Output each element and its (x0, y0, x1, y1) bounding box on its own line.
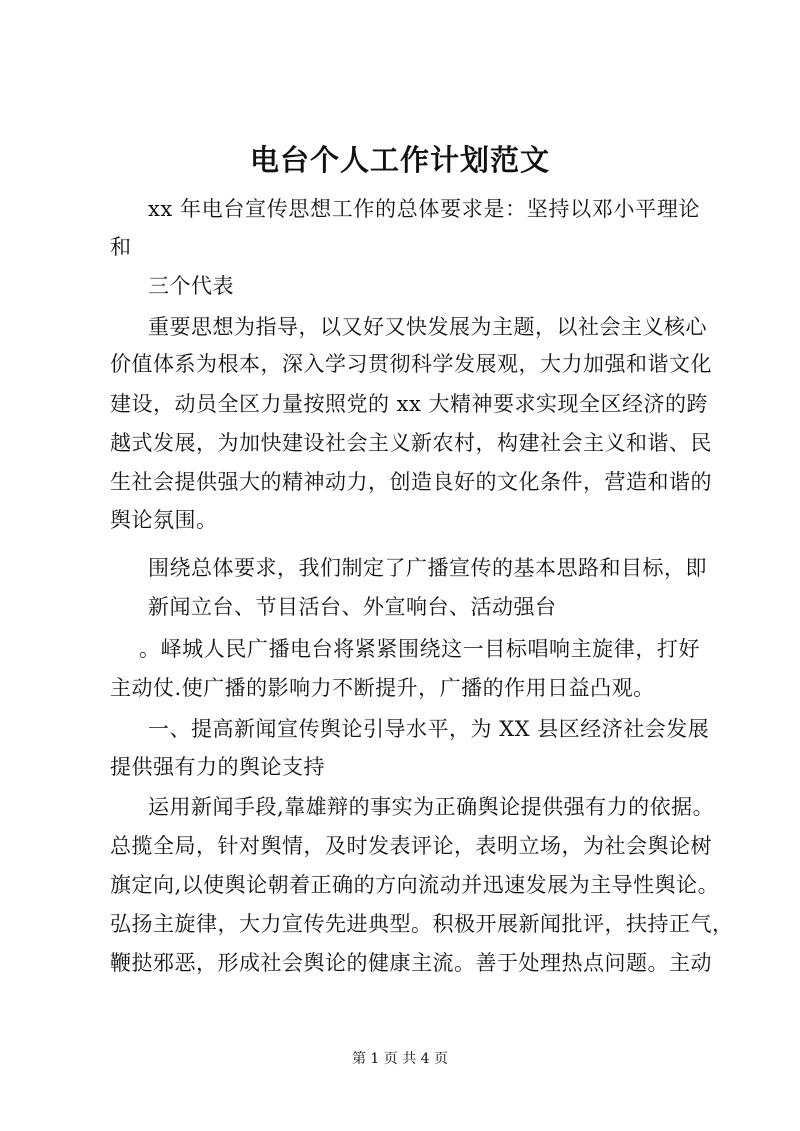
paragraph-line: 越式发展，为加快建设社会主义新农村，构建社会主义和谐、民 (110, 431, 712, 455)
paragraph-line: 运用新闻手段,靠雄辩的事实为正确舆论提供强有力的依据。 (148, 795, 715, 819)
page-indicator: 第 1 页 共 4 页 (351, 1051, 449, 1067)
paragraph-line: 弘扬主旋律，大力宣传先进典型。积极开展新闻批评，扶持正气， (110, 912, 734, 936)
paragraph-line: 总揽全局，针对舆情，及时发表评论，表明立场，为社会舆论树 (110, 834, 712, 858)
paragraph-line: 和 (110, 235, 132, 259)
paragraph-line: xx 年电台宣传思想工作的总体要求是：坚持以邓小平理论 (148, 197, 700, 221)
paragraph-line: 主动仗.使广播的影响力不断提升，广播的作用日益凸观。 (110, 676, 655, 700)
paragraph-line: 生社会提供强大的精神动力，创造良好的文化条件，营造和谐的 (110, 470, 712, 494)
paragraph-line: 新闻立台、节目活台、外宣响台、活动强台 (148, 595, 557, 619)
paragraph-line: 提供强有力的舆论支持 (110, 755, 325, 779)
paragraph-line: 旗定向,以使舆论朝着正确的方向流动并迅速发展为主导性舆论。 (110, 873, 720, 897)
paragraph-line: 价值体系为根本，深入学习贯彻科学发展观，大力加强和谐文化 (110, 352, 712, 376)
document-title: 电台个人工作计划范文 (249, 143, 550, 177)
paragraph-line: 围绕总体要求，我们制定了广播宣传的基本思路和目标，即 (148, 556, 707, 580)
paragraph-line: 三个代表 (148, 274, 234, 298)
paragraph-line: 一、提高新闻宣传舆论引导水平，为 XX 县区经济社会发展 (148, 717, 710, 741)
paragraph-line: 重要思想为指导，以又好又快发展为主题，以社会主义核心 (148, 315, 707, 339)
paragraph-line: 建设，动员全区力量按照党的 xx 大精神要求实现全区经济的跨 (110, 392, 709, 416)
paragraph-line: 鞭挞邪恶，形成社会舆论的健康主流。善于处理热点问题。主动 (110, 951, 712, 975)
paragraph-line: 。峄城人民广播电台将紧紧围绕这一目标唱响主旋律，打好 (139, 637, 700, 661)
paragraph-line: 舆论氛围。 (110, 508, 218, 532)
